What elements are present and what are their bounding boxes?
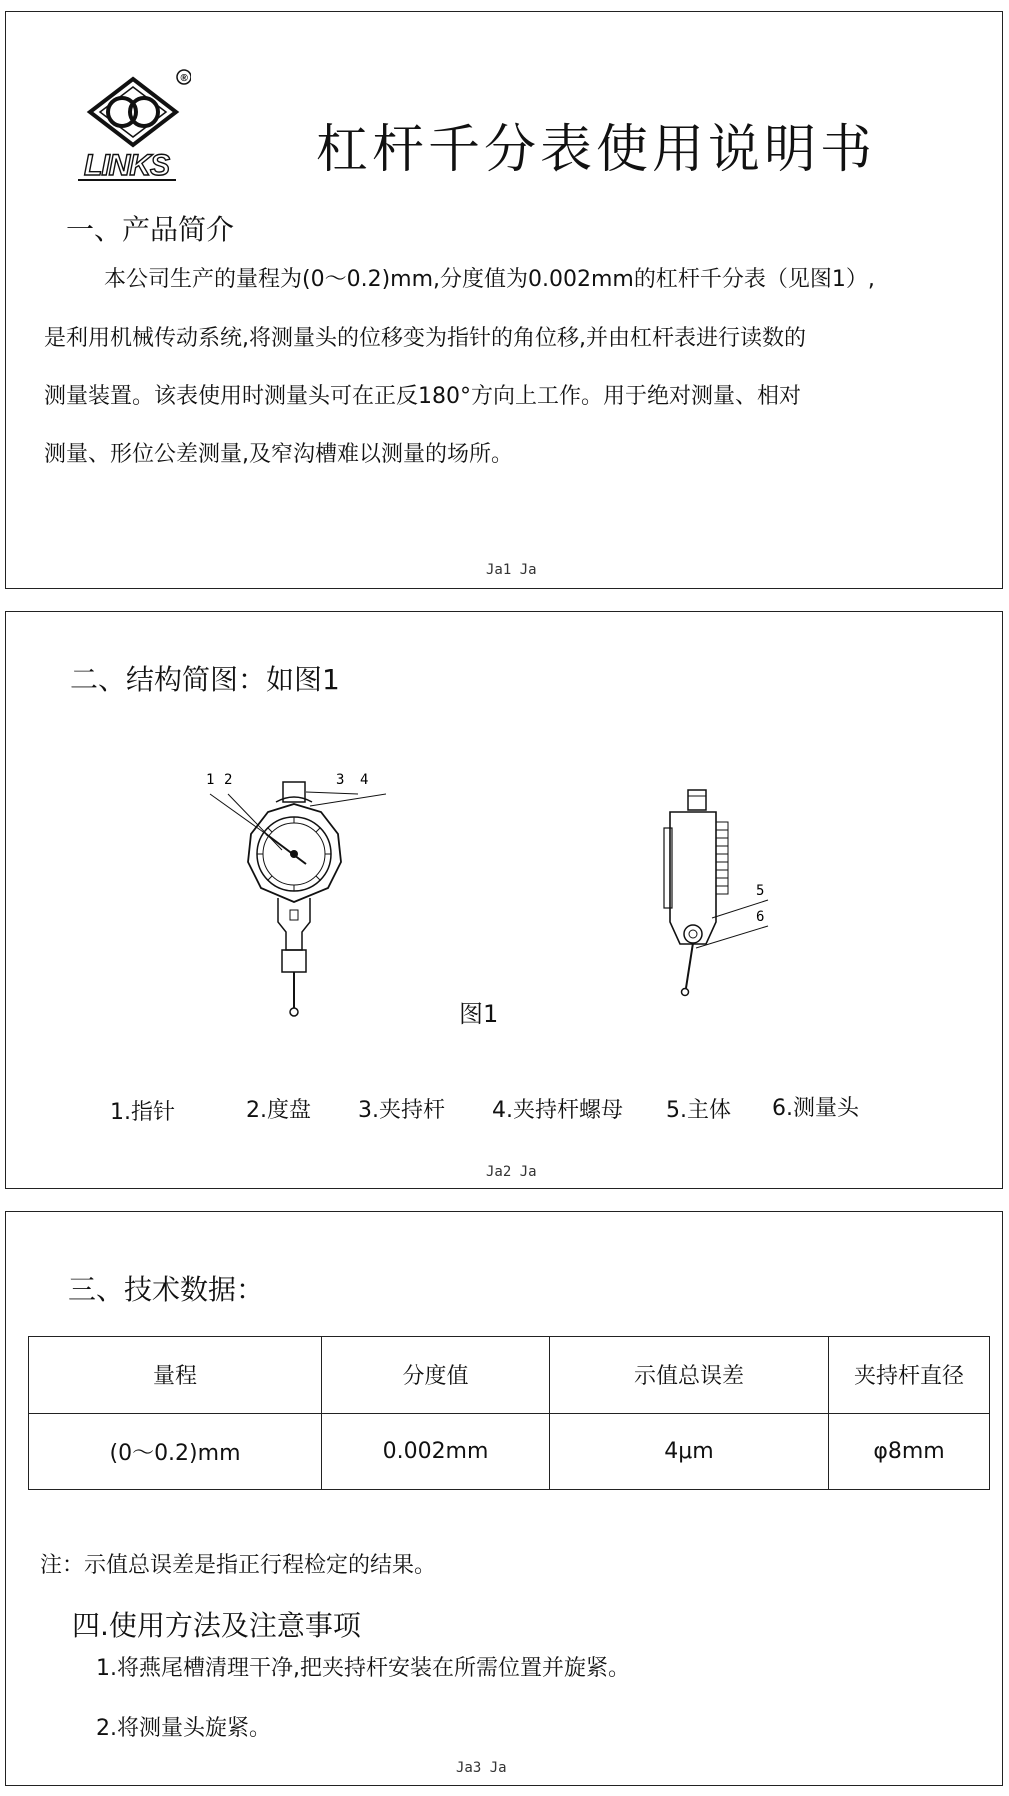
table-header: 量程 <box>29 1337 322 1414</box>
page-panel-2 <box>5 611 1003 1189</box>
page-number-2: Ja2 Ja <box>486 1164 537 1180</box>
callout-5: 5 <box>756 883 765 899</box>
table-note: 注：示值总误差是指正行程检定的结果。 <box>40 1553 437 1578</box>
section-3-heading: 三、技术数据： <box>68 1273 265 1306</box>
callout-1: 1 <box>206 772 215 788</box>
legend-item-5: 5.主体 <box>666 1098 731 1123</box>
section-1-heading: 一、产品简介 <box>66 213 235 246</box>
callout-6: 6 <box>756 909 765 925</box>
table-header: 分度值 <box>322 1337 550 1414</box>
table-cell: φ8mm <box>829 1413 990 1490</box>
page-number-1: Ja1 Ja <box>486 562 537 578</box>
usage-step-2: 2.将测量头旋紧。 <box>96 1716 271 1741</box>
registered-mark: ® <box>180 73 188 84</box>
page-panel-1 <box>5 11 1003 589</box>
table-row <box>29 1413 990 1490</box>
section-2-heading: 二、结构简图：如图1 <box>70 663 340 696</box>
page-panel-3 <box>5 1211 1003 1786</box>
callout-4: 4 <box>360 772 369 788</box>
brand-wordmark: LINKS <box>84 149 169 182</box>
table-cell: 0.002mm <box>322 1413 550 1490</box>
spec-table <box>28 1336 990 1490</box>
callout-2: 2 <box>224 772 233 788</box>
front-view-diagram <box>206 762 386 1022</box>
legend-item-4: 4.夹持杆螺母 <box>492 1098 623 1123</box>
callout-3: 3 <box>336 772 345 788</box>
table-cell: 4μm <box>550 1413 829 1490</box>
intro-line-4: 测量、形位公差测量,及窄沟槽难以测量的场所。 <box>44 442 513 467</box>
usage-step-1: 1.将燕尾槽清理干净,把夹持杆安装在所需位置并旋紧。 <box>96 1656 630 1681</box>
side-view-diagram <box>656 782 776 1012</box>
links-logo <box>76 67 191 187</box>
page-number-3: Ja3 Ja <box>456 1760 507 1776</box>
table-cell: (0～0.2)mm <box>29 1413 322 1490</box>
figure-caption: 图1 <box>459 1000 499 1028</box>
intro-line-3: 测量装置。该表使用时测量头可在正反180°方向上工作。用于绝对测量、相对 <box>44 384 801 409</box>
legend-item-3: 3.夹持杆 <box>358 1098 445 1123</box>
legend-item-2: 2.度盘 <box>246 1098 311 1123</box>
table-header: 示值总误差 <box>550 1337 829 1414</box>
document-title: 杠杆千分表使用说明书 <box>316 120 877 180</box>
section-4-heading: 四.使用方法及注意事项 <box>72 1609 361 1642</box>
intro-line-1: 本公司生产的量程为(0～0.2)mm,分度值为0.002mm的杠杆千分表（见图1）, <box>104 267 875 292</box>
legend-item-6: 6.测量头 <box>772 1096 859 1121</box>
table-header-row <box>29 1337 990 1414</box>
intro-line-2: 是利用机械传动系统,将测量头的位移变为指针的角位移,并由杠杆表进行读数的 <box>44 326 806 351</box>
legend-item-1: 1.指针 <box>110 1100 175 1125</box>
table-header: 夹持杆直径 <box>829 1337 990 1414</box>
